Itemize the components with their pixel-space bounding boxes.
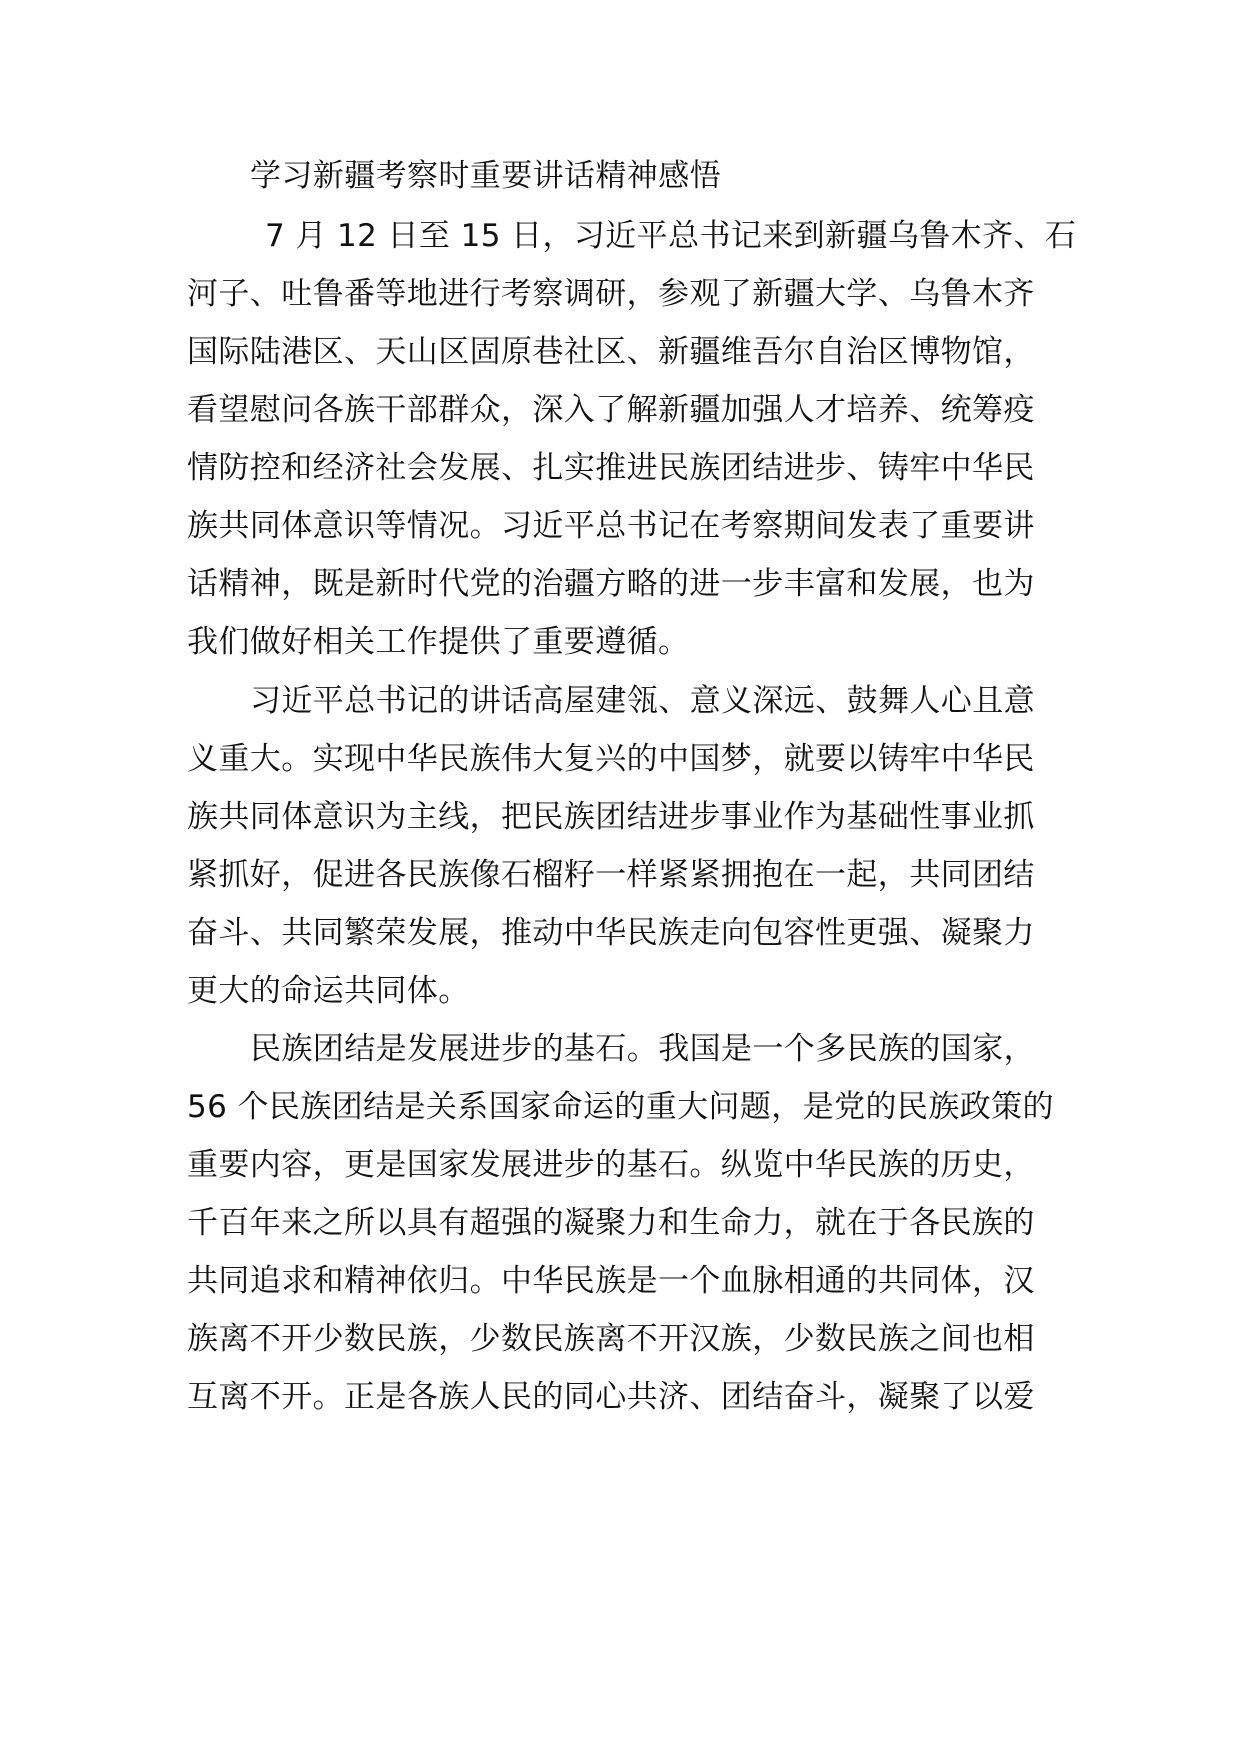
paragraph-1-line-7: 话精神，既是新时代党的治疆方略的进一步丰富和发展，也为 xyxy=(187,566,1035,602)
paragraph-2-line-4: 紧抓好，促进各民族像石榴籽一样紧紧拥抱在一起，共同团结 xyxy=(187,857,1035,893)
paragraph-1-line-5: 情防控和经济社会发展、扎实推进民族团结进步、铸牢中华民 xyxy=(187,450,1035,486)
paragraph-3-line-3: 重要内容，更是国家发展进步的基石。纵览中华民族的历史， xyxy=(187,1147,1035,1183)
paragraph-2-line-2: 义重大。实现中华民族伟大复兴的中国梦，就要以铸牢中华民 xyxy=(187,741,1035,777)
paragraph-1-line-4: 看望慰问各族干部群众，深入了解新疆加强人才培养、统筹疫 xyxy=(187,392,1035,428)
paragraph-3-line-7: 互离不开。正是各族人民的同心共济、团结奋斗，凝聚了以爱 xyxy=(187,1379,1035,1415)
paragraph-1-line-3: 国际陆港区、天山区固原巷社区、新疆维吾尔自治区博物馆， xyxy=(187,334,1035,370)
paragraph-1-line-8: 我们做好相关工作提供了重要遵循。 xyxy=(187,624,690,660)
paragraph-3-line-5: 共同追求和精神依归。中华民族是一个血脉相通的共同体，汉 xyxy=(187,1263,1035,1299)
paragraph-2-line-3: 族共同体意识为主线，把民族团结进步事业作为基础性事业抓 xyxy=(187,799,1035,835)
document-title: 学习新疆考察时重要讲话精神感悟 xyxy=(250,158,721,194)
paragraph-3-line-1: 民族团结是发展进步的基石。我国是一个多民族的国家， xyxy=(250,1031,1035,1067)
paragraph-3-line-2: 56 个民族团结是关系国家命运的重大问题，是党的民族政策的 xyxy=(187,1089,1054,1125)
paragraph-2-line-5: 奋斗、共同繁荣发展，推动中华民族走向包容性更强、凝聚力 xyxy=(187,915,1035,951)
paragraph-3-line-4: 千百年来之所以具有超强的凝聚力和生命力，就在于各民族的 xyxy=(187,1205,1035,1241)
paragraph-2-line-1: 习近平总书记的讲话高屋建瓴、意义深远、鼓舞人心且意 xyxy=(250,683,1035,719)
paragraph-1-line-6: 族共同体意识等情况。习近平总书记在考察期间发表了重要讲 xyxy=(187,508,1035,544)
paragraph-1-line-1: 7 月 12 日至 15 日，习近平总书记来到新疆乌鲁木齐、石 xyxy=(265,218,1077,254)
paragraph-2-line-6: 更大的命运共同体。 xyxy=(187,973,470,1009)
paragraph-1-line-2: 河子、吐鲁番等地进行考察调研，参观了新疆大学、乌鲁木齐 xyxy=(187,276,1035,312)
paragraph-3-line-6: 族离不开少数民族，少数民族离不开汉族，少数民族之间也相 xyxy=(187,1321,1035,1357)
